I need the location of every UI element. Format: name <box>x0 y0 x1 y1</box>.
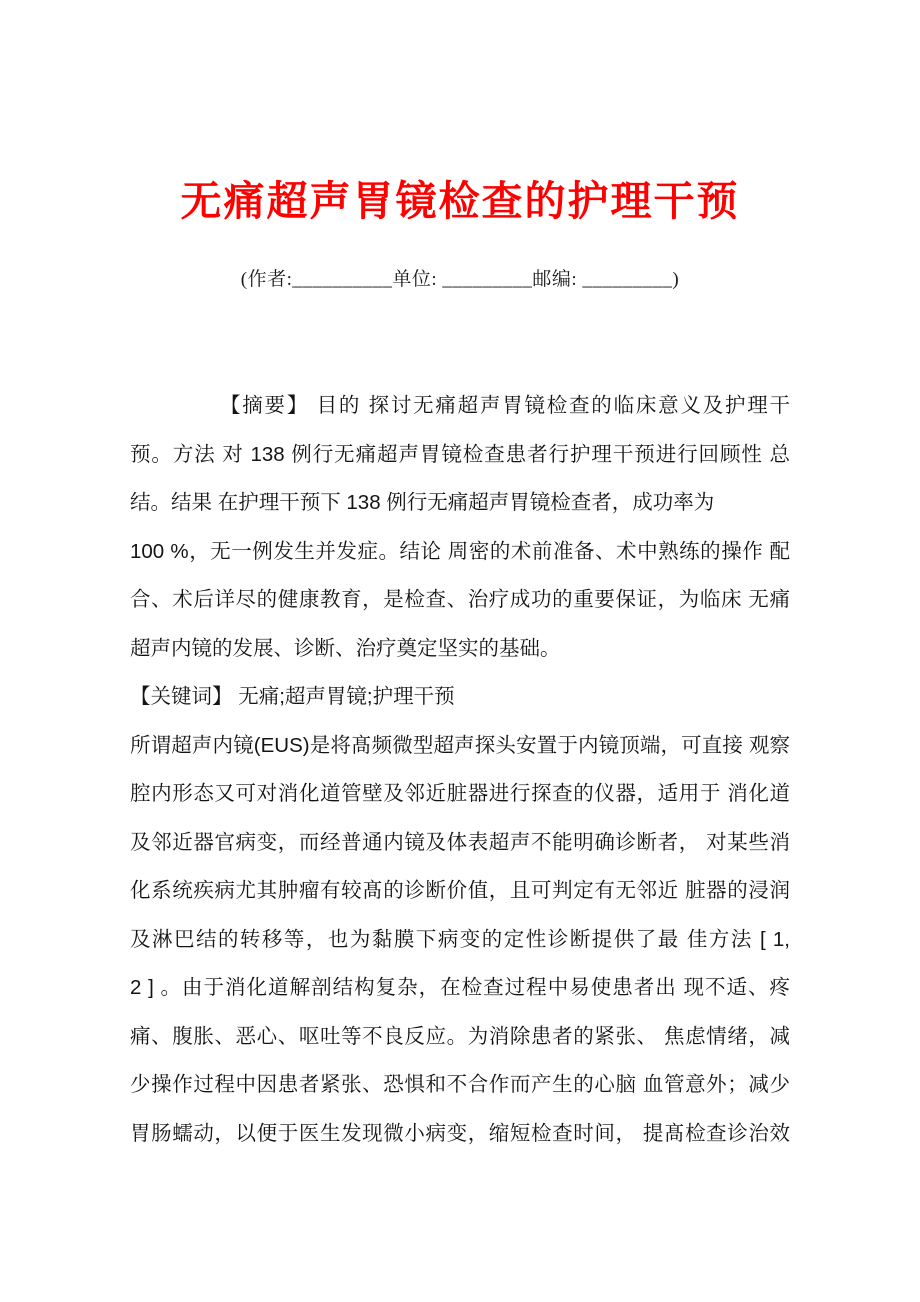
document-text-block <box>130 382 790 1158</box>
document-title: 无痛超声胃镜检查的护理干预 <box>180 178 740 224</box>
text-line: 合、术后详尽的健康教育，是检查、治疗成功的重要保证，为临床 无痛 <box>130 588 790 611</box>
text-line: 2 ] 。由于消化道解剖结构复杂，在检查过程中易使患者出 现不适、疼 <box>130 976 790 999</box>
text-line: 腔内形态又可对消化道管壁及邻近脏器进行探查的仪器，适用于 消化道 <box>130 782 790 805</box>
text-line: 预。方法 对 138 例行无痛超声胃镜检查患者行护理干预进行回顾性 总 <box>130 442 790 466</box>
text-line: 结。结果 在护理干预下 138 例行无痛超声胃镜检查者，成功率为 <box>130 491 715 514</box>
text-line: 【摘要】 目的 探讨无痛超声胃镜检查的临床意义及护理干 <box>220 394 790 417</box>
author-line: (作者:__________单位: _________邮编: _________) <box>240 269 680 290</box>
text-line: 所谓超声内镜(EUS)是将髙频微型超声探头安置于内镜顶端，可直接 观察 <box>130 733 790 757</box>
text-line: 超声内镜的发展、诊断、治疗奠定坚实的基础。 <box>130 636 561 660</box>
text-line: 痛、腹胀、恶心、呕吐等不良反应。为消除患者的紧张、 焦虑情绪，减 <box>130 1024 790 1048</box>
text-line: 化系统疾病尤其肿瘤有较髙的诊断价值，且可判定有无邻近 脏器的浸润 <box>130 879 790 902</box>
text-line: 胃肠蠕动，以便于医生发现微小病变，缩短检查时间， 提髙检查诊治效 <box>130 1121 790 1145</box>
text-line: 及邻近器官病变，而经普通内镜及体表超声不能明确诊断者， 对某些消 <box>130 830 790 854</box>
text-line: 100 %，无一例发生并发症。结论 周密的术前准备、术中熟练的操作 配 <box>130 539 790 563</box>
keywords-line: 【关键词】 无痛;超声胃镜;护理干预 <box>130 685 455 708</box>
text-line: 少操作过程中因患者紧张、恐惧和不合作而产生的心脑 血管意外；减少 <box>130 1073 790 1096</box>
text-line: 及淋巴结的转移等，也为黏膜下病变的定性诊断提供了最 佳方法 [ 1, <box>130 927 790 951</box>
abstract-paragraph <box>130 382 790 673</box>
body-paragraph <box>130 722 790 1159</box>
